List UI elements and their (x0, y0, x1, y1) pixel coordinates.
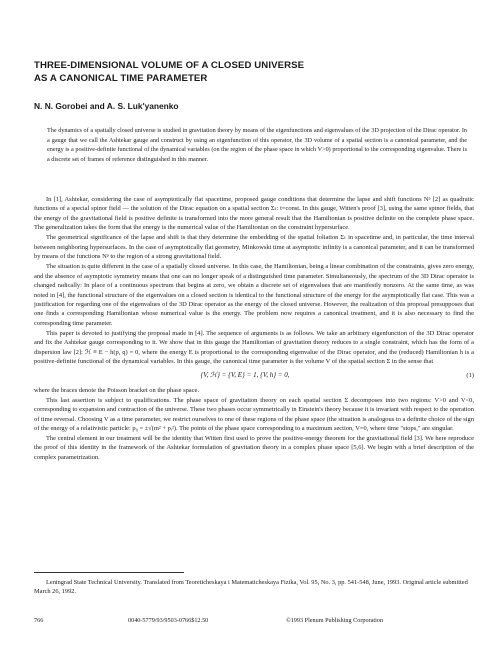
equation-1 (34, 368, 474, 385)
paragraph-2: The geometrical significance of the lapse and shift is that they determine the embedding of the spatial foliation Σₜ in spacetime and, in particular, the time interval between neighboring hypersurfaces. In the case of asymptotically flat geometry, Minkowski time at asymptotic infinity is a canonical parameter, and it can be transformed by means of the functions Nᵖ to the region of a strong gravitational field. (34, 234, 474, 261)
paper-title (34, 60, 474, 85)
equation-number: (1) (466, 372, 474, 380)
issn-code: 0040-5779/93/9503-0766$12.50 (128, 617, 209, 624)
paragraph-1: In [1], Ashtekar, considering the case of asymptotically flat spacetime, proposed gauge conditions that determine the lapse and shift functions Nᵖ [2] as quadratic functions of a special spinor field — the solution of the Dirac equation on a spatial section Σₜ: t=const. In this gauge, Witten's proof [3], using the same spinor fields, that the energy of the gravitational field is positive definite is transformed into the more general result that the Hamiltonian is positive definite on the complete phase space. The generalization takes the form that the energy is the numerical value of the Hamiltonian on the constraint hypersurface. (34, 196, 474, 232)
abstract: The dynamics of a spatially closed universe is studied in gravitation theory by means of the eigenfunctions and eigenvalues of the 3D projection of the Dirac operator. In a gauge that we call the Ashtekar gauge and construct by using an eigenfunction of this operator, the 3D volume of a spatial section is a canonical parameter, and the energy is a positive-definite functional of the dynamical variables (on the region of the phase space in which V>0) proportional to the corresponding eigenvalue. There is a discrete set of frames of reference distinguished in this manner. (47, 127, 467, 163)
title-line-2: AS A CANONICAL TIME PARAMETER (34, 72, 208, 84)
paragraph-3: The situation is quite different in the case of a spatially closed universe. In this case, the Hamiltonian, being a linear combination of the constraints, gives zero energy, and the absence of asymptotic symmetry means that one can no longer speak of a distinguished time parameter. Simultaneously, the spectrum of the 3D Dirac operator is changed radically: In place of a continuous spectrum that begins at zero, we obtain a discrete set of eigenvalues that are manifestly nonzero. At the same time, as was noted in [4], the functional structure of the eigenvalues on a closed section is identical to the functional structure of the energy for the asymptotically flat case. This was a justification for regarding one of the eigenvalues of the 3D Dirac operator as the energy of the closed universe. However, the realization of this proposal presupposes that one finds a corresponding Hamiltonian whose numerical value is the energy. The problem now requires a canonical treatment, and it is also necessary to find the corresponding time parameter. (34, 263, 474, 327)
authors: N. N. Gorobei and A. S. Luk'yanenko (34, 101, 179, 111)
footnote-divider (34, 572, 184, 573)
equation-continuation: where the braces denote the Poisson bracket on the phase space. (34, 386, 199, 394)
copyright: ©1993 Plenum Publishing Corporation (286, 617, 383, 624)
page-number: 766 (34, 617, 44, 624)
equation-text: {V, ℋ} = {V, E} = 1, {V, h} = 0, (200, 371, 290, 380)
paragraph-6: The central element in our treatment will be the identity that Witten first used to prove the positive-energy theorem for the gravitational field [3]. We here reproduce the proof of this identity in the framework of the Ashtekar formulation of gravitation theory in a complex phase space [5,6]. We begin with a brief description of the complex parametrization. (34, 434, 474, 461)
paragraph-4: This paper is devoted to justifying the proposal made in [4]. The sequence of arguments is as follows. We take an arbitrary eigenfunction of the 3D Dirac operator and fix the Ashtekar gauge corresponding to it. We show that in this gauge the Hamiltonian of gravitation theory reduces to a single constraint, which has the form of a dispersion law [2]: ℋ ≡ E − h(p, q) = 0, where the energy E is proportional to the corresponding eigenvalue of the Dirac operator, and the (reduced) Hamiltonian h is a positive-definite functional of the dynamical variables. In this gauge, the canonical time parameter is the volume V of the spatial section Σ in the sense that (34, 329, 474, 366)
footnote: Leningrad State Technical University. Translated from Teoreticheskaya i Matematicheskaya Fizika, Vol. 95, No. 3, pp. 541-548, June, 1993. Original article submitted March 26, 1992. (34, 579, 468, 596)
title-line-1: THREE-DIMENSIONAL VOLUME OF A CLOSED UNIVERSE (34, 60, 305, 71)
paragraph-5: This last assertion is subject to qualifications. The phase space of gravitation theory on each spatial section Σ decomposes into two regions: V>0 and V<0, corresponding to expansion and contraction of the universe. These two phases occur symmetrically in Einstein's theory because it is invariant with respect to the operation of time reversal. Choosing V as a time parameter, we restrict ourselves to one of these regions of the phase space (the situation is analogous to a definite choice of the sign of the energy of a relativistic particle: p₀ = ±√(m² + pᵢ²). The points of the phase space corresponding to a maximum section, V=0, where time "stops," are singular. (34, 396, 474, 432)
body-text (34, 195, 474, 463)
page-footer (34, 617, 474, 627)
